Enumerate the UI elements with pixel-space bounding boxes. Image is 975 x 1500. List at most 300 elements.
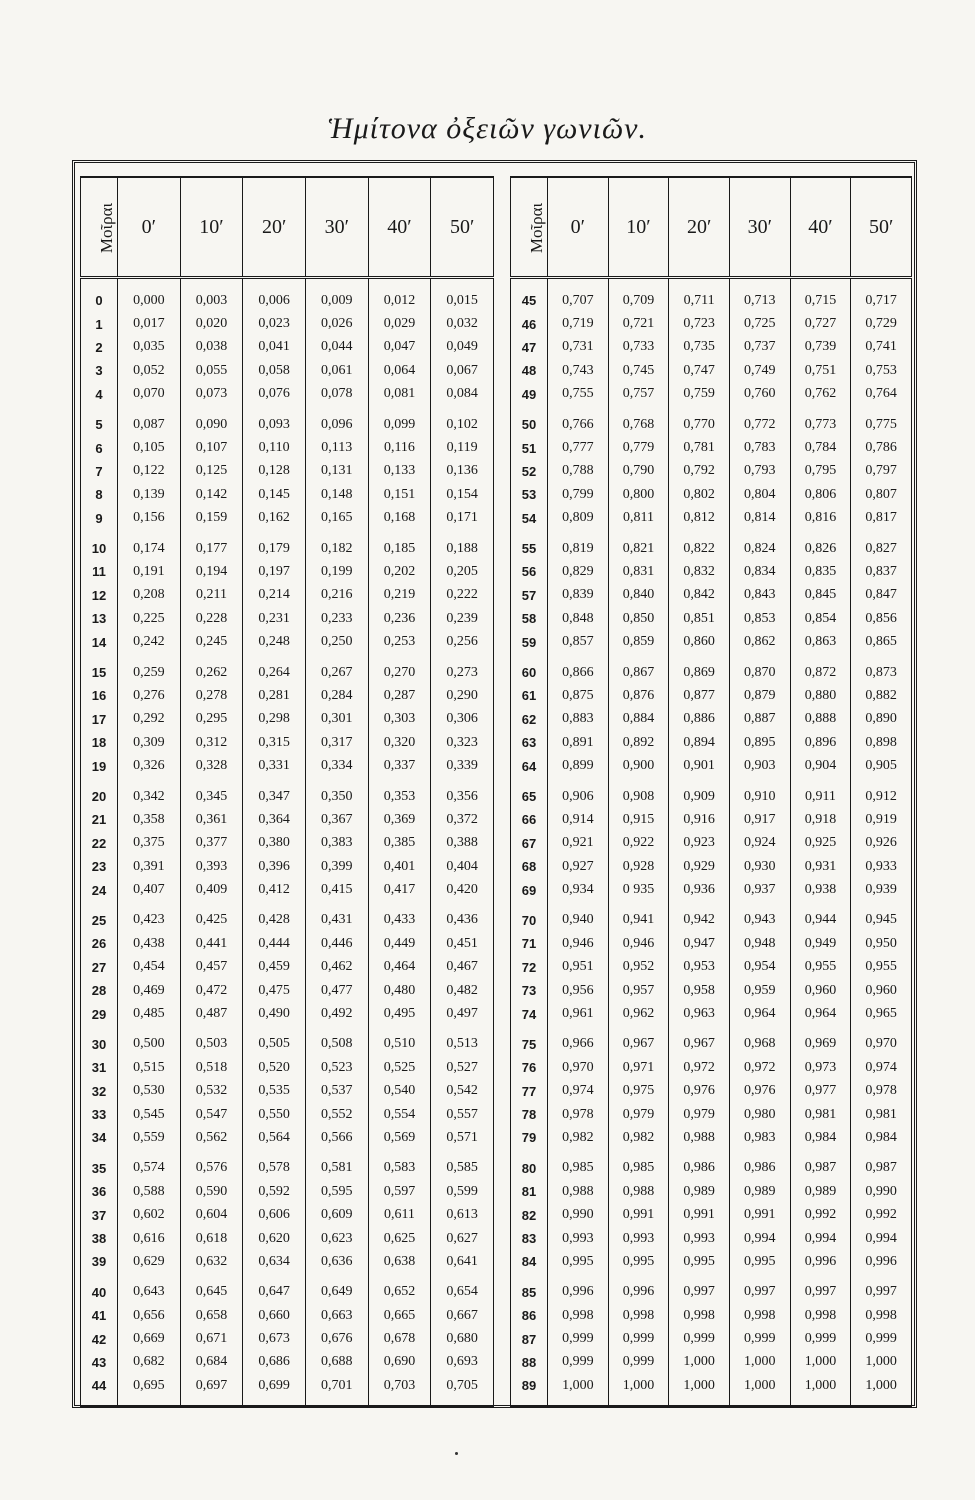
sine-value-cell: 0,872 bbox=[790, 654, 851, 684]
sine-value-cell: 0,759 bbox=[669, 383, 730, 406]
sine-value-cell: 0,918 bbox=[790, 808, 851, 831]
degree-cell: 78 bbox=[511, 1103, 548, 1126]
sine-value-cell: 0,915 bbox=[608, 808, 669, 831]
sine-value-cell: 0,125 bbox=[180, 460, 243, 483]
sine-value-cell: 0,090 bbox=[180, 406, 243, 436]
sine-value-cell: 0,276 bbox=[118, 684, 181, 707]
sine-value-cell: 0,233 bbox=[305, 607, 368, 630]
sine-value-cell: 0,281 bbox=[243, 684, 306, 707]
sine-value-cell: 0,963 bbox=[669, 1002, 730, 1025]
degree-cell: 29 bbox=[81, 1002, 118, 1025]
sine-value-cell: 0,052 bbox=[118, 359, 181, 382]
sine-value-cell: 0,959 bbox=[729, 979, 790, 1002]
sine-value-cell: 0,960 bbox=[851, 979, 912, 1002]
sine-value-cell: 0,006 bbox=[243, 278, 306, 313]
sine-value-cell: 0,061 bbox=[305, 359, 368, 382]
sine-value-cell: 0,739 bbox=[790, 336, 851, 359]
degree-cell: 51 bbox=[511, 436, 548, 459]
sine-value-cell: 0,472 bbox=[180, 979, 243, 1002]
sine-value-cell: 0,999 bbox=[729, 1327, 790, 1350]
table-row bbox=[81, 1250, 494, 1273]
sine-value-cell: 0,032 bbox=[431, 312, 494, 335]
sine-value-cell: 0,731 bbox=[548, 336, 609, 359]
degree-cell: 72 bbox=[511, 956, 548, 979]
sine-value-cell: 0,788 bbox=[548, 460, 609, 483]
sine-value-cell: 0,753 bbox=[851, 359, 912, 382]
sine-value-cell: 0,709 bbox=[608, 278, 669, 313]
table-row bbox=[81, 731, 494, 754]
table-row bbox=[511, 436, 912, 459]
table-row bbox=[81, 708, 494, 731]
sine-value-cell: 0,441 bbox=[180, 932, 243, 955]
sine-value-cell: 1,000 bbox=[729, 1351, 790, 1374]
degree-cell: 22 bbox=[81, 832, 118, 855]
sine-value-cell: 0,334 bbox=[305, 754, 368, 777]
sine-value-cell: 0,990 bbox=[851, 1180, 912, 1203]
table-row bbox=[81, 1203, 494, 1226]
degree-cell: 50 bbox=[511, 406, 548, 436]
sine-value-cell: 0,231 bbox=[243, 607, 306, 630]
sine-value-cell: 0,942 bbox=[669, 902, 730, 932]
sine-value-cell: 0,084 bbox=[431, 383, 494, 406]
degree-cell: 62 bbox=[511, 708, 548, 731]
sine-value-cell: 0,554 bbox=[368, 1103, 431, 1126]
sine-value-cell: 0,974 bbox=[851, 1056, 912, 1079]
degree-cell: 68 bbox=[511, 855, 548, 878]
page-title: Ἡμίτονα ὀξειῶν γωνιῶν. bbox=[328, 112, 647, 145]
sine-value-cell: 0,781 bbox=[669, 436, 730, 459]
sine-value-cell: 0,795 bbox=[790, 460, 851, 483]
sine-value-cell: 0,611 bbox=[368, 1203, 431, 1226]
sine-value-cell: 0,899 bbox=[548, 754, 609, 777]
sine-value-cell: 0,064 bbox=[368, 359, 431, 382]
sine-value-cell: 0,540 bbox=[368, 1080, 431, 1103]
sine-value-cell: 0,625 bbox=[368, 1227, 431, 1250]
sine-value-cell: 0,404 bbox=[431, 855, 494, 878]
sine-value-cell: 0,737 bbox=[729, 336, 790, 359]
sine-value-cell: 0,658 bbox=[180, 1304, 243, 1327]
sine-value-cell: 0,136 bbox=[431, 460, 494, 483]
sine-value-cell: 0,859 bbox=[608, 630, 669, 653]
sine-value-cell: 0,076 bbox=[243, 383, 306, 406]
degree-cell: 69 bbox=[511, 878, 548, 901]
sine-value-cell: 0,999 bbox=[669, 1327, 730, 1350]
degree-cell: 14 bbox=[81, 630, 118, 653]
degree-cell: 76 bbox=[511, 1056, 548, 1079]
sine-value-cell: 0,145 bbox=[243, 483, 306, 506]
table-row bbox=[511, 630, 912, 653]
sine-value-cell: 0,583 bbox=[368, 1150, 431, 1180]
sine-value-cell: 0,992 bbox=[851, 1203, 912, 1226]
sine-value-cell: 0,890 bbox=[851, 708, 912, 731]
sine-value-cell: 0,162 bbox=[243, 507, 306, 530]
sine-value-cell: 0,811 bbox=[608, 507, 669, 530]
sine-value-cell: 0,256 bbox=[431, 630, 494, 653]
sine-value-cell: 0,898 bbox=[851, 731, 912, 754]
sine-value-cell: 0,267 bbox=[305, 654, 368, 684]
sine-value-cell: 0,751 bbox=[790, 359, 851, 382]
sine-value-cell: 0,003 bbox=[180, 278, 243, 313]
sine-value-cell: 0,986 bbox=[729, 1150, 790, 1180]
table-row bbox=[511, 1274, 912, 1304]
sine-value-cell: 0,863 bbox=[790, 630, 851, 653]
sine-value-cell: 0,819 bbox=[548, 530, 609, 560]
degree-cell: 26 bbox=[81, 932, 118, 955]
sine-value-cell: 0,182 bbox=[305, 530, 368, 560]
sine-value-cell: 0,652 bbox=[368, 1274, 431, 1304]
table-row bbox=[81, 956, 494, 979]
sine-value-cell: 0,967 bbox=[608, 1026, 669, 1056]
sine-value-cell: 0,574 bbox=[118, 1150, 181, 1180]
sine-value-cell: 0,697 bbox=[180, 1374, 243, 1406]
sine-value-cell: 0,993 bbox=[608, 1227, 669, 1250]
sine-value-cell: 0,879 bbox=[729, 684, 790, 707]
sine-value-cell: 0,971 bbox=[608, 1056, 669, 1079]
sine-value-cell: 0,701 bbox=[305, 1374, 368, 1406]
sine-value-cell: 0,107 bbox=[180, 436, 243, 459]
sine-value-cell: 1,000 bbox=[548, 1374, 609, 1406]
degree-cell: 84 bbox=[511, 1250, 548, 1273]
table-row bbox=[81, 808, 494, 831]
sine-value-cell: 0,331 bbox=[243, 754, 306, 777]
degree-cell: 42 bbox=[81, 1327, 118, 1350]
sine-value-cell: 0,900 bbox=[608, 754, 669, 777]
sine-value-cell: 0,547 bbox=[180, 1103, 243, 1126]
sine-value-cell: 0,717 bbox=[851, 278, 912, 313]
sine-value-cell: 0,185 bbox=[368, 530, 431, 560]
sine-value-cell: 0,205 bbox=[431, 560, 494, 583]
table-row bbox=[81, 979, 494, 1002]
sine-value-cell: 0,649 bbox=[305, 1274, 368, 1304]
sine-value-cell: 0,924 bbox=[729, 832, 790, 855]
degree-cell: 16 bbox=[81, 684, 118, 707]
sine-value-cell: 0,428 bbox=[243, 902, 306, 932]
degree-cell: 59 bbox=[511, 630, 548, 653]
sine-value-cell: 0,415 bbox=[305, 878, 368, 901]
sine-value-cell: 0,703 bbox=[368, 1374, 431, 1406]
sine-value-cell: 0,647 bbox=[243, 1274, 306, 1304]
sine-value-cell: 0,876 bbox=[608, 684, 669, 707]
sine-value-cell: 0,908 bbox=[608, 778, 669, 808]
sine-value-cell: 1,000 bbox=[608, 1374, 669, 1406]
sine-value-cell: 0,978 bbox=[851, 1080, 912, 1103]
sine-value-cell: 0,667 bbox=[431, 1304, 494, 1327]
sine-value-cell: 0,998 bbox=[851, 1304, 912, 1327]
sine-value-cell: 0,041 bbox=[243, 336, 306, 359]
degree-cell: 9 bbox=[81, 507, 118, 530]
sine-value-cell: 0,764 bbox=[851, 383, 912, 406]
sine-value-cell: 0,925 bbox=[790, 832, 851, 855]
table-row bbox=[511, 483, 912, 506]
sine-value-cell: 0,009 bbox=[305, 278, 368, 313]
degree-cell: 39 bbox=[81, 1250, 118, 1273]
sine-value-cell: 0,982 bbox=[608, 1126, 669, 1149]
table-row bbox=[511, 1351, 912, 1374]
sine-value-cell: 0,884 bbox=[608, 708, 669, 731]
table-row bbox=[81, 1227, 494, 1250]
sine-value-cell: 0,303 bbox=[368, 708, 431, 731]
sine-value-cell: 0,128 bbox=[243, 460, 306, 483]
sine-value-cell: 0,766 bbox=[548, 406, 609, 436]
sine-value-cell: 0,847 bbox=[851, 584, 912, 607]
sine-value-cell: 0,515 bbox=[118, 1056, 181, 1079]
sine-value-cell: 0,990 bbox=[548, 1203, 609, 1226]
degree-cell: 63 bbox=[511, 731, 548, 754]
degree-cell: 73 bbox=[511, 979, 548, 1002]
sine-value-cell: 0,812 bbox=[669, 507, 730, 530]
degree-cell: 6 bbox=[81, 436, 118, 459]
sine-value-cell: 0,886 bbox=[669, 708, 730, 731]
sine-value-cell: 0,948 bbox=[729, 932, 790, 955]
sine-value-cell: 0,070 bbox=[118, 383, 181, 406]
sine-value-cell: 0,174 bbox=[118, 530, 181, 560]
table-row bbox=[81, 778, 494, 808]
table-row bbox=[81, 1056, 494, 1079]
sine-value-cell: 0,975 bbox=[608, 1080, 669, 1103]
table-row bbox=[511, 855, 912, 878]
sine-value-cell: 0,228 bbox=[180, 607, 243, 630]
sine-value-cell: 0,989 bbox=[669, 1180, 730, 1203]
sine-value-cell: 0,629 bbox=[118, 1250, 181, 1273]
degree-cell: 17 bbox=[81, 708, 118, 731]
table-row bbox=[81, 483, 494, 506]
sine-value-cell: 0,361 bbox=[180, 808, 243, 831]
degree-cell: 27 bbox=[81, 956, 118, 979]
sine-value-cell: 0,988 bbox=[548, 1180, 609, 1203]
sine-value-cell: 0,000 bbox=[118, 278, 181, 313]
sine-value-cell: 0,292 bbox=[118, 708, 181, 731]
sine-value-cell: 0,992 bbox=[790, 1203, 851, 1226]
sine-value-cell: 0,527 bbox=[431, 1056, 494, 1079]
sine-value-cell: 0,917 bbox=[729, 808, 790, 831]
sine-value-cell: 0,222 bbox=[431, 584, 494, 607]
degree-cell: 88 bbox=[511, 1351, 548, 1374]
sine-value-cell: 0,375 bbox=[118, 832, 181, 855]
sine-value-cell: 0,983 bbox=[729, 1126, 790, 1149]
degree-cell: 2 bbox=[81, 336, 118, 359]
table-row bbox=[81, 560, 494, 583]
sine-value-cell: 0,883 bbox=[548, 708, 609, 731]
degree-cell: 28 bbox=[81, 979, 118, 1002]
sine-value-cell: 0,497 bbox=[431, 1002, 494, 1025]
degree-cell: 61 bbox=[511, 684, 548, 707]
table-row bbox=[81, 1327, 494, 1350]
sine-value-cell: 0,984 bbox=[851, 1126, 912, 1149]
degree-cell: 54 bbox=[511, 507, 548, 530]
table-row bbox=[511, 808, 912, 831]
sine-value-cell: 0,985 bbox=[548, 1150, 609, 1180]
sine-value-cell: 0,998 bbox=[548, 1304, 609, 1327]
sine-value-cell: 0,779 bbox=[608, 436, 669, 459]
sine-value-cell: 0,216 bbox=[305, 584, 368, 607]
sine-value-cell: 0,979 bbox=[608, 1103, 669, 1126]
sine-value-cell: 0,564 bbox=[243, 1126, 306, 1149]
sine-value-cell: 0,087 bbox=[118, 406, 181, 436]
sine-value-cell: 0,867 bbox=[608, 654, 669, 684]
sine-value-cell: 0,894 bbox=[669, 731, 730, 754]
sine-value-cell: 0,996 bbox=[790, 1250, 851, 1273]
sine-value-cell: 0,999 bbox=[608, 1351, 669, 1374]
sine-value-cell: 0,957 bbox=[608, 979, 669, 1002]
sine-value-cell: 0,807 bbox=[851, 483, 912, 506]
sine-value-cell: 0,880 bbox=[790, 684, 851, 707]
degree-cell: 64 bbox=[511, 754, 548, 777]
sine-value-cell: 0,987 bbox=[790, 1150, 851, 1180]
sine-value-cell: 0,989 bbox=[790, 1180, 851, 1203]
sine-value-cell: 0,842 bbox=[669, 584, 730, 607]
sine-value-cell: 0,202 bbox=[368, 560, 431, 583]
sine-value-cell: 0,438 bbox=[118, 932, 181, 955]
sine-value-cell: 0,919 bbox=[851, 808, 912, 831]
sine-value-cell: 0,211 bbox=[180, 584, 243, 607]
table-row bbox=[81, 754, 494, 777]
sine-value-cell: 0,892 bbox=[608, 731, 669, 754]
sine-value-cell: 0,755 bbox=[548, 383, 609, 406]
sine-value-cell: 0,284 bbox=[305, 684, 368, 707]
sine-value-cell: 0,156 bbox=[118, 507, 181, 530]
sine-value-cell: 0,972 bbox=[729, 1056, 790, 1079]
degree-cell: 37 bbox=[81, 1203, 118, 1226]
degree-cell: 56 bbox=[511, 560, 548, 583]
sine-value-cell: 0,950 bbox=[851, 932, 912, 955]
table-row bbox=[511, 406, 912, 436]
sine-value-cell: 0,721 bbox=[608, 312, 669, 335]
sine-table-right bbox=[510, 176, 912, 1408]
table-row bbox=[81, 336, 494, 359]
sine-value-cell: 1,000 bbox=[729, 1374, 790, 1406]
sine-value-cell: 0,457 bbox=[180, 956, 243, 979]
table-row bbox=[511, 1327, 912, 1350]
sine-value-cell: 1,000 bbox=[851, 1374, 912, 1406]
sine-value-cell: 0,309 bbox=[118, 731, 181, 754]
degree-cell: 4 bbox=[81, 383, 118, 406]
sine-value-cell: 0,903 bbox=[729, 754, 790, 777]
sine-value-cell: 0,312 bbox=[180, 731, 243, 754]
degree-cell: 85 bbox=[511, 1274, 548, 1304]
degree-cell: 34 bbox=[81, 1126, 118, 1149]
sine-value-cell: 0,952 bbox=[608, 956, 669, 979]
table-row bbox=[511, 359, 912, 382]
sine-value-cell: 0,790 bbox=[608, 460, 669, 483]
table-row bbox=[81, 1080, 494, 1103]
sine-value-cell: 0,487 bbox=[180, 1002, 243, 1025]
sine-value-cell: 0,545 bbox=[118, 1103, 181, 1126]
sine-value-cell: 0,953 bbox=[669, 956, 730, 979]
degree-cell: 40 bbox=[81, 1274, 118, 1304]
table-row bbox=[511, 1150, 912, 1180]
sine-value-cell: 0,814 bbox=[729, 507, 790, 530]
minute-header-50: 50′ bbox=[431, 177, 494, 278]
sine-value-cell: 0,964 bbox=[790, 1002, 851, 1025]
minute-header-30: 30′ bbox=[305, 177, 368, 278]
table-row bbox=[511, 654, 912, 684]
table-row bbox=[81, 460, 494, 483]
sine-value-cell: 0,862 bbox=[729, 630, 790, 653]
left-table-body bbox=[81, 278, 494, 1407]
sine-value-cell: 1,000 bbox=[669, 1374, 730, 1406]
sine-value-cell: 0,530 bbox=[118, 1080, 181, 1103]
sine-value-cell: 0,557 bbox=[431, 1103, 494, 1126]
sine-value-cell: 0,773 bbox=[790, 406, 851, 436]
right-table-body bbox=[511, 278, 912, 1407]
sine-value-cell: 0,853 bbox=[729, 607, 790, 630]
sine-value-cell: 0,636 bbox=[305, 1250, 368, 1273]
sine-value-cell: 0,978 bbox=[548, 1103, 609, 1126]
sine-value-cell: 0,921 bbox=[548, 832, 609, 855]
sine-value-cell: 0,995 bbox=[548, 1250, 609, 1273]
sine-value-cell: 0,688 bbox=[305, 1351, 368, 1374]
sine-value-cell: 0,420 bbox=[431, 878, 494, 901]
sine-value-cell: 0,449 bbox=[368, 932, 431, 955]
degree-cell: 35 bbox=[81, 1150, 118, 1180]
sine-value-cell: 0,337 bbox=[368, 754, 431, 777]
sine-value-cell: 0,287 bbox=[368, 684, 431, 707]
sine-value-cell: 0,480 bbox=[368, 979, 431, 1002]
degree-cell: 65 bbox=[511, 778, 548, 808]
degree-cell: 86 bbox=[511, 1304, 548, 1327]
sine-value-cell: 0,446 bbox=[305, 932, 368, 955]
sine-value-cell: 0,350 bbox=[305, 778, 368, 808]
sine-value-cell: 0,843 bbox=[729, 584, 790, 607]
sine-value-cell: 0,901 bbox=[669, 754, 730, 777]
sine-value-cell: 0,399 bbox=[305, 855, 368, 878]
sine-value-cell: 0,131 bbox=[305, 460, 368, 483]
sine-value-cell: 0,768 bbox=[608, 406, 669, 436]
sine-value-cell: 0,606 bbox=[243, 1203, 306, 1226]
sine-value-cell: 0,680 bbox=[431, 1327, 494, 1350]
sine-value-cell: 0,270 bbox=[368, 654, 431, 684]
sine-value-cell: 0,475 bbox=[243, 979, 306, 1002]
table-row bbox=[81, 1274, 494, 1304]
sine-value-cell: 0,690 bbox=[368, 1351, 431, 1374]
sine-value-cell: 0,845 bbox=[790, 584, 851, 607]
degree-cell: 79 bbox=[511, 1126, 548, 1149]
sine-value-cell: 0,278 bbox=[180, 684, 243, 707]
sine-value-cell: 0,592 bbox=[243, 1180, 306, 1203]
sine-value-cell: 0,245 bbox=[180, 630, 243, 653]
sine-value-cell: 0,049 bbox=[431, 336, 494, 359]
degree-cell: 89 bbox=[511, 1374, 548, 1406]
sine-value-cell: 0,347 bbox=[243, 778, 306, 808]
sine-value-cell: 0,977 bbox=[790, 1080, 851, 1103]
sine-value-cell: 0,929 bbox=[669, 855, 730, 878]
sine-value-cell: 0,459 bbox=[243, 956, 306, 979]
sine-value-cell: 0,298 bbox=[243, 708, 306, 731]
sine-value-cell: 0,826 bbox=[790, 530, 851, 560]
sine-value-cell: 0,784 bbox=[790, 436, 851, 459]
sine-value-cell: 0,139 bbox=[118, 483, 181, 506]
sine-value-cell: 0,214 bbox=[243, 584, 306, 607]
table-row bbox=[81, 855, 494, 878]
sine-value-cell: 0,562 bbox=[180, 1126, 243, 1149]
sine-value-cell: 0,905 bbox=[851, 754, 912, 777]
sine-value-cell: 0,236 bbox=[368, 607, 431, 630]
table-row bbox=[81, 1103, 494, 1126]
sine-value-cell: 0,984 bbox=[790, 1126, 851, 1149]
sine-value-cell: 0,171 bbox=[431, 507, 494, 530]
sine-value-cell: 0,786 bbox=[851, 436, 912, 459]
sine-value-cell: 0,433 bbox=[368, 902, 431, 932]
sine-value-cell: 0,882 bbox=[851, 684, 912, 707]
sine-value-cell: 0,851 bbox=[669, 607, 730, 630]
table-row bbox=[511, 932, 912, 955]
degree-cell: 19 bbox=[81, 754, 118, 777]
sine-value-cell: 0,306 bbox=[431, 708, 494, 731]
sine-value-cell: 0,372 bbox=[431, 808, 494, 831]
sine-value-cell: 0,985 bbox=[608, 1150, 669, 1180]
sine-value-cell: 0,987 bbox=[851, 1150, 912, 1180]
sine-value-cell: 0,999 bbox=[851, 1327, 912, 1350]
